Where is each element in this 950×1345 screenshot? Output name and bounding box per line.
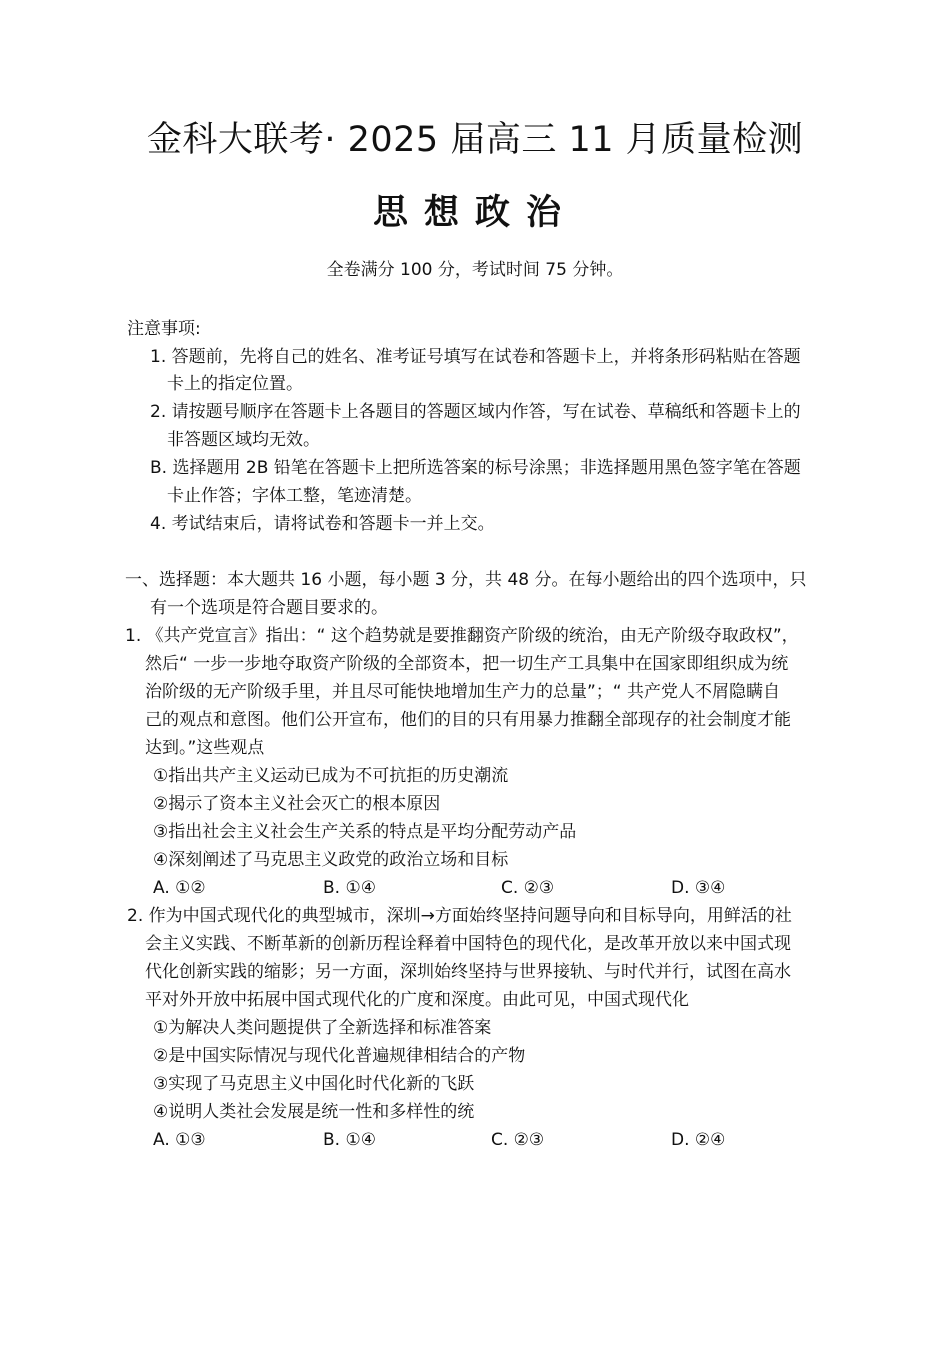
question-2-statement: ③实现了马克思主义中国化时代化新的飞跃 [153, 1074, 475, 1094]
notice-line: B. 选择题用 2B 铅笔在答题卡上把所选答案的标号涂黑；非选择题用黑色签字笔在答题 [150, 458, 801, 478]
question-1-statement: ②揭示了资本主义社会灭亡的根本原因 [153, 794, 441, 814]
notice-heading: 注意事项: [127, 319, 201, 339]
question-2-option-a[interactable]: A. ①③ [153, 1130, 206, 1150]
question-2-option-c[interactable]: C. ②③ [491, 1130, 545, 1150]
question-1-option-d[interactable]: D. ③④ [671, 878, 726, 898]
question-1-stem: 治阶级的无产阶级手里，并且尽可能快地增加生产力的总量”；“ 共产党人不屑隐瞒自 [145, 682, 781, 702]
section-heading: 一、选择题：本大题共 16 小题，每小题 3 分，共 48 分。在每小题给出的四个选项中，只 [125, 570, 807, 590]
notice-line: 卡上的指定位置。 [167, 374, 303, 394]
question-1-statement: ③指出社会主义社会生产关系的特点是平均分配劳动产品 [153, 822, 577, 842]
exam-info: 全卷满分 100 分，考试时间 75 分钟。 [326, 260, 624, 280]
question-2-statement: ④说明人类社会发展是统一性和多样性的统 [153, 1102, 475, 1122]
question-2-stem: 2. 作为中国式现代化的典型城市，深圳→方面始终坚持问题导向和目标导向，用鲜活的社 [127, 906, 792, 926]
question-2-option-d[interactable]: D. ②④ [671, 1130, 726, 1150]
subject-title: 思想政治 [372, 193, 577, 233]
question-1-stem: 然后“ 一步一步地夺取资产阶级的全部资本，把一切生产工具集中在国家即组织成为统 [145, 654, 789, 674]
question-1-stem: 1. 《共产党宣言》指出：“ 这个趋势就是要推翻资产阶级的统治，由无产阶级夺取政权”， [125, 626, 799, 646]
notice-line: 卡止作答；字体工整，笔迹清楚。 [167, 486, 422, 506]
notice-line: 4. 考试结束后，请将试卷和答题卡一并上交。 [150, 514, 495, 534]
question-2-option-b[interactable]: B. ①④ [323, 1130, 376, 1150]
question-1-statement: ④深刻阐述了马克思主义政党的政治立场和目标 [153, 850, 509, 870]
question-1-option-a[interactable]: A. ①② [153, 878, 206, 898]
question-1-option-b[interactable]: B. ①④ [323, 878, 376, 898]
question-1-option-c[interactable]: C. ②③ [501, 878, 555, 898]
question-2-stem: 代化创新实践的缩影；另一方面，深圳始终坚持与世界接轨、与时代并行，试图在高水 [145, 962, 791, 982]
exam-title: 金科大联考· 2025 届高三 11 月质量检测 [146, 120, 804, 160]
question-2-statement: ①为解决人类问题提供了全新选择和标准答案 [153, 1018, 492, 1038]
section-heading-cont: 有一个选项是符合题目要求的。 [150, 598, 388, 618]
question-2-statement: ②是中国实际情况与现代化普遍规律相结合的产物 [153, 1046, 526, 1066]
question-2-stem: 会主义实践、不断革新的创新历程诠释着中国特色的现代化，是改革开放以来中国式现 [145, 934, 791, 954]
question-2-stem: 平对外开放中拓展中国式现代化的广度和深度。由此可见，中国式现代化 [145, 990, 689, 1010]
question-1-stem: 己的观点和意图。他们公开宣布，他们的目的只有用暴力推翻全部现存的社会制度才能 [145, 710, 791, 730]
question-1-stem: 达到。”这些观点 [145, 738, 265, 758]
notice-line: 1. 答题前，先将自己的姓名、准考证号填写在试卷和答题卡上，并将条形码粘贴在答题 [150, 347, 801, 367]
question-1-statement: ①指出共产主义运动已成为不可抗拒的历史潮流 [153, 766, 509, 786]
notice-line: 2. 请按题号顺序在答题卡上各题目的答题区域内作答，写在试卷、草稿纸和答题卡上的 [150, 402, 801, 422]
notice-line: 非答题区域均无效。 [167, 430, 320, 450]
